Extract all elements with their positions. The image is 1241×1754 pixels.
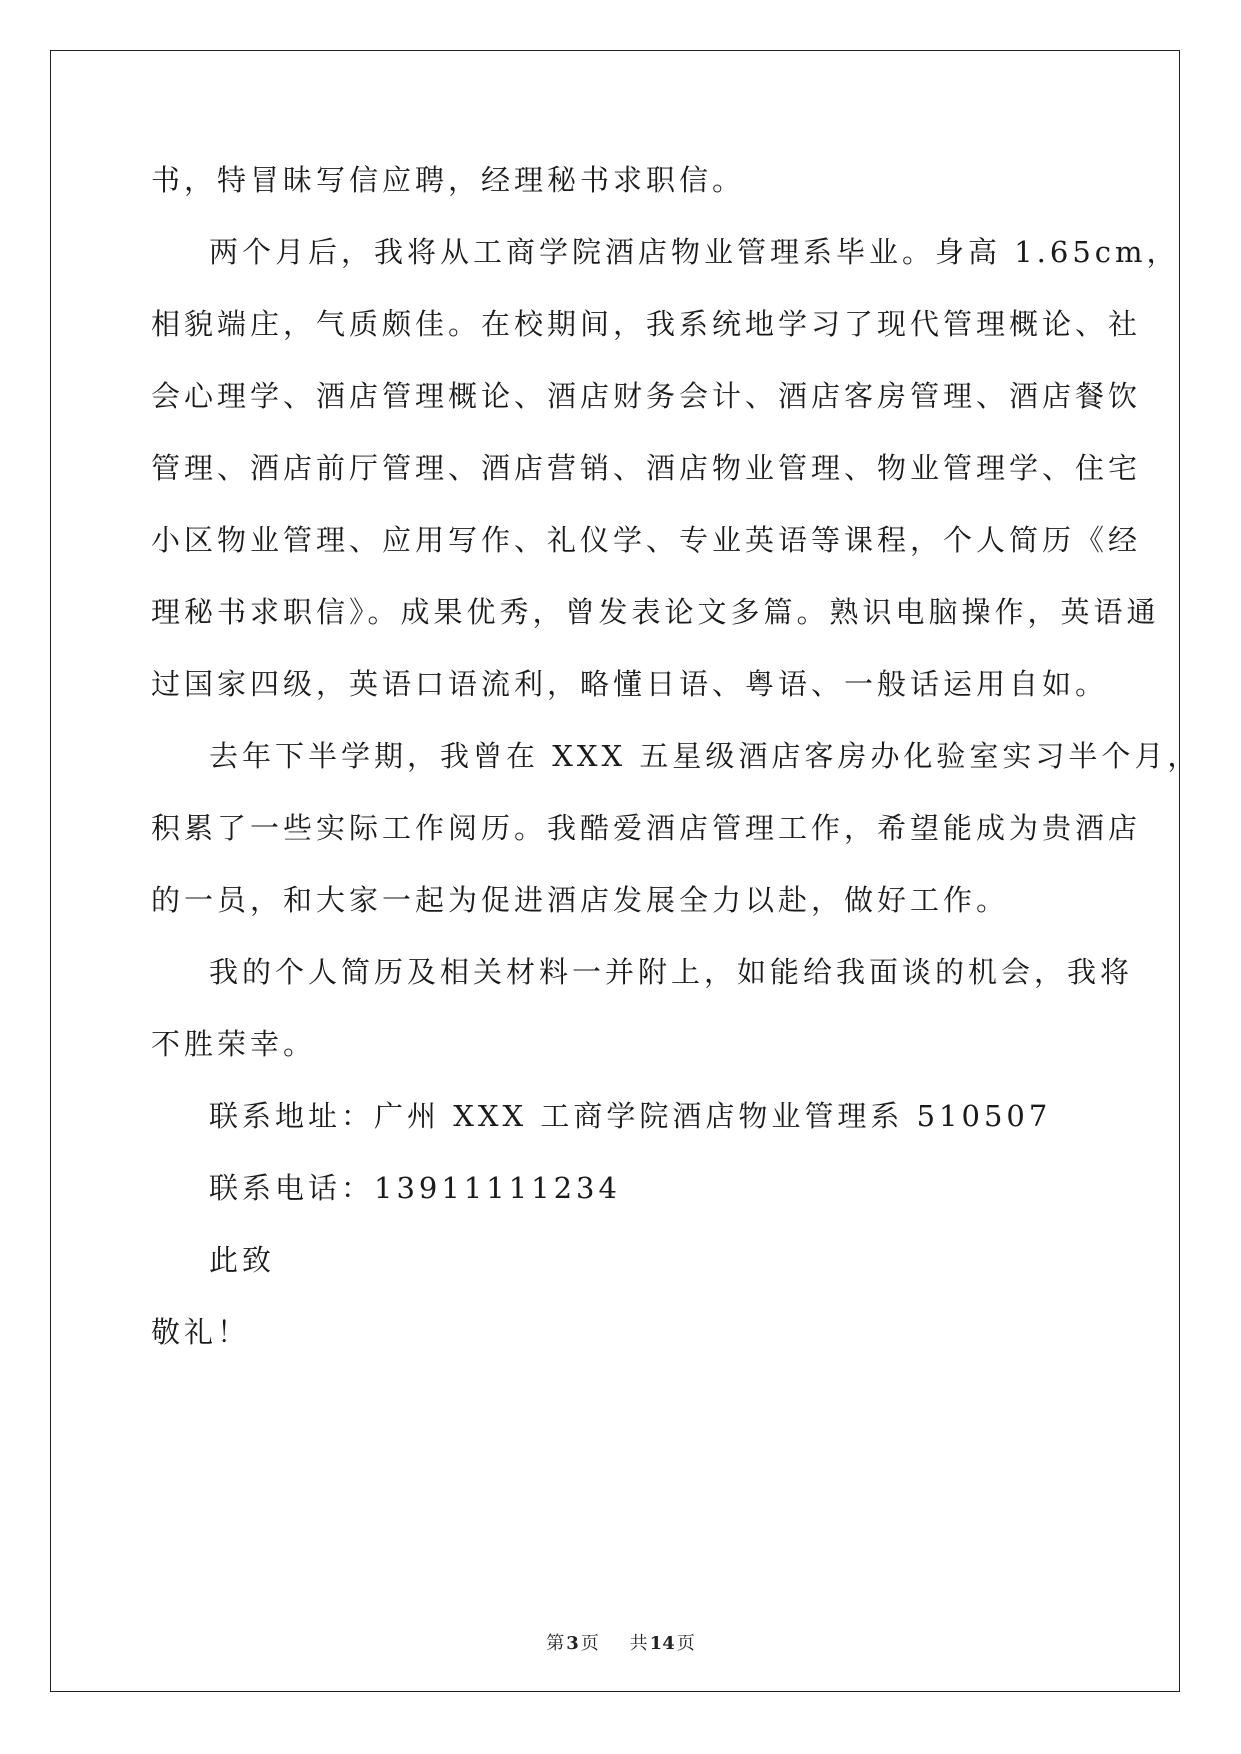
text-line: 理秘书求职信》。成果优秀，曾发表论文多篇。熟识电脑操作，英语通 [151, 595, 1160, 629]
total-prefix: 共 [629, 1633, 648, 1654]
closing-salutation: 此致 [209, 1243, 276, 1277]
text-line: 过国家四级，英语口语流利，略懂日语、粤语、一般话运用自如。 [151, 667, 1109, 701]
page-suffix: 页 [580, 1633, 599, 1654]
contact-address: 联系地址：广州 XXX 工商学院酒店物业管理系 510507 [209, 1099, 1052, 1133]
closing-regards: 敬礼！ [151, 1315, 251, 1349]
page-prefix: 第 [546, 1633, 565, 1654]
page-footer [0, 1632, 1241, 1656]
page-total [628, 1633, 697, 1654]
text-line: 书，特冒昧写信应聘，经理秘书求职信。 [151, 163, 746, 197]
text-line: 小区物业管理、应用写作、礼仪学、专业英语等课程，个人简历《经 [151, 523, 1142, 557]
text-line: 管理、酒店前厅管理、酒店营销、酒店物业管理、物业管理学、住宅 [151, 451, 1142, 485]
text-line: 相貌端庄，气质颇佳。在校期间，我系统地学习了现代管理概论、社 [151, 307, 1142, 341]
text-line: 积累了一些实际工作阅历。我酷爱酒店管理工作，希望能成为贵酒店 [151, 811, 1142, 845]
text-line: 的一员，和大家一起为促进酒店发展全力以赴，做好工作。 [151, 883, 1010, 917]
text-line: 不胜荣幸。 [151, 1027, 317, 1061]
current-page: 3 [566, 1633, 579, 1654]
total-pages: 14 [649, 1633, 675, 1654]
total-suffix: 页 [676, 1633, 695, 1654]
text-line: 我的个人简历及相关材料一并附上，如能给我面谈的机会，我将 [209, 955, 1134, 989]
text-line: 会心理学、酒店管理概论、酒店财务会计、酒店客房管理、酒店餐饮 [151, 379, 1142, 413]
text-line: 去年下半学期，我曾在 XXX 五星级酒店客房办化验室实习半个月， [209, 739, 1201, 773]
page-border [50, 50, 1180, 1692]
page-number [544, 1633, 601, 1654]
contact-phone: 联系电话：13911111234 [209, 1171, 621, 1205]
text-line: 两个月后，我将从工商学院酒店物业管理系毕业。身高 1.65cm， [209, 235, 1180, 269]
